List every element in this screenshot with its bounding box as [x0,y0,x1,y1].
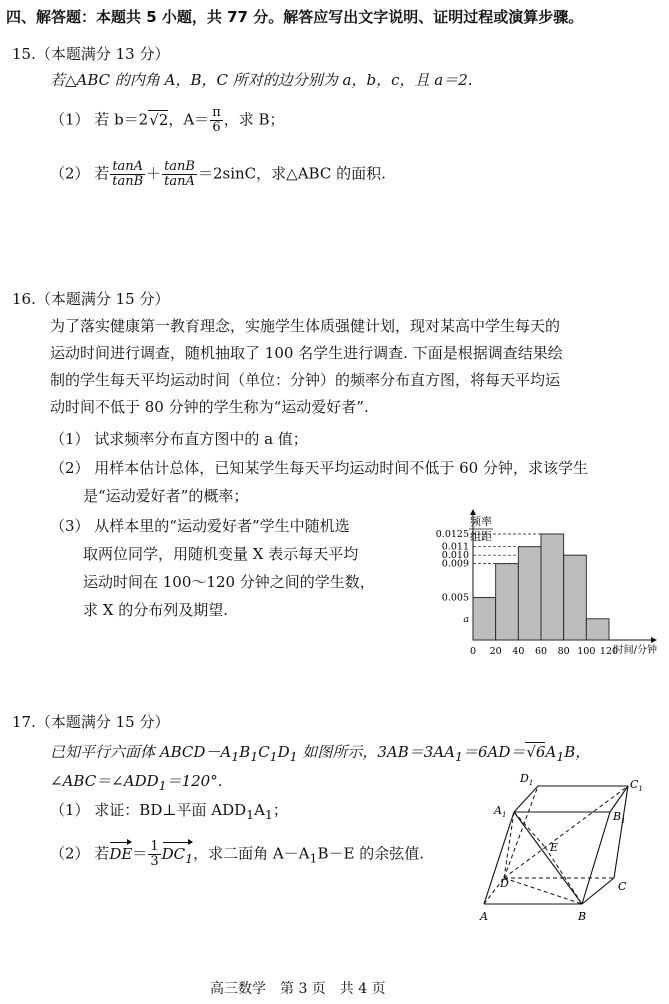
q17-sub: 1 [269,749,278,764]
histogram-y-tick-1: 0.011 [441,541,469,553]
q17-sub: 1 [309,850,318,866]
q17-stem-f: ＝6AD＝ [462,743,526,761]
q15-p1-prefix: （1） 若 b＝2 [50,110,149,129]
q15-p2-plus: ＋ [146,164,162,183]
q17-p1-c: ； [272,801,288,819]
q17-sqrt-value: 6 [535,743,546,761]
q17-p1-a: （1） 求证：BD⊥平面 ADD [50,801,247,819]
q15-score: （本题满分 13 分） [35,45,170,63]
histogram-x-tick-1: 20 [489,646,502,657]
q15-number: 15. [12,45,36,63]
label-d1: $D_1$ [520,772,534,787]
histogram-bar-5 [586,619,609,640]
q17-stem-line-2 [50,771,223,796]
q17-sub: 1 [289,749,298,764]
edge-d-c1 [504,786,628,878]
q17-stem-c: C [258,743,270,761]
edge-b-b1 [582,812,610,904]
edge-a1-e [514,812,545,847]
label-a1: $A_1$ [494,804,507,819]
histogram-bar-2 [518,547,541,640]
label-e: E [550,841,559,854]
histogram-bar-0 [473,598,496,640]
q17-part2 [50,840,424,869]
q15-p1-sqrt: √2 [149,110,169,129]
q15-part2 [50,160,386,189]
q16-score: （本题满分 15 分） [35,290,170,308]
q16-part3-line-2: 取两位同学，用随机变量 X 表示每天平均 [83,545,359,563]
q17-p2-fraction [148,840,160,869]
histogram-bar-4 [564,555,587,640]
q17-sub: 1 [455,749,463,764]
q16-para-line-3: 制的学生每天平均运动时间（单位：分钟）的频率分布直方图，将每天平均运 [50,371,561,389]
edge-a1-d [504,812,514,878]
q17-stem-d: D [277,743,290,761]
q17-sub: 1 [231,749,240,764]
q17-stem-h: B， [564,743,591,761]
histogram-bar-3 [541,534,564,640]
q15-p1-frac-den: 6 [212,120,221,135]
q17-vector-dc1-text: DC [161,844,186,863]
q17-stem2-end: ＝120°. [166,772,223,790]
page-footer: 高三数学 第 3 页 共 4 页 [210,981,386,997]
q17-stem-b: B [239,743,251,761]
label-d: D [500,877,509,890]
q16-header [12,289,169,309]
label-c: C [618,880,627,893]
q17-sub: 1 [158,778,167,793]
label-b: B [578,910,587,923]
edge-b-c [582,878,614,904]
q15-p2-prefix: （2） 若 [50,164,110,183]
q17-p1-b: A [254,801,265,819]
q17-p2-frac-num: 1 [150,839,159,854]
q16-part1: （1） 试求频率分布直方图中的 a 值； [50,430,308,448]
q15-p2-f2-num: tanB [164,159,195,174]
q16-part2-line-1: （2） 用样本估计总体，已知某学生每天平均运动时间不低于 60 分钟，求该学生 [50,459,588,477]
q17-p2-a: （2） 若 [50,844,110,863]
q16-para-line-2: 运动时间进行调查，随机抽取了 100 名学生进行调查. 下面是根据调查结果绘 [50,344,563,362]
q17-sub: 1 [556,749,565,764]
q15-p2-fraction-2 [162,160,197,189]
histogram-bars [473,534,609,640]
edge-a1-b [514,812,582,904]
edge-b1-c1 [610,786,628,812]
q17-p2-eq: ＝ [132,844,148,863]
label-b1: $B_1$ [613,810,626,825]
parallelepiped-figure [470,770,662,930]
q16-part2-line-2: 是“运动爱好者”的概率； [83,487,249,505]
q15-part1 [50,106,285,135]
histogram-x-tick-4: 80 [557,646,570,657]
edge-d-d1 [504,786,538,878]
q17-header [12,712,169,732]
q17-stem-g: A [545,743,557,761]
q17-sub: 1 [246,807,255,822]
edge-c-c1 [614,786,628,878]
edge-e-b [545,847,582,904]
q15-p1-sqrt-value: 2 [158,110,169,129]
histogram-bar-1 [496,564,519,640]
q17-sub: 1 [185,850,194,866]
histogram-y-tick-4: 0.005 [441,592,469,604]
label-a: A [480,910,488,923]
q15-p1-fraction [210,106,223,135]
q15-header [12,44,169,64]
q16-part3-line-4: 求 X 的分布列及期望. [83,601,228,619]
q17-p2-frac-den: 3 [150,854,159,869]
q17-stem-sqrt: √6 [526,743,546,761]
edge-d-b [504,878,582,904]
histogram-x-tick-0: 0 [469,646,477,657]
q15-p2-f1-num: tanA [112,159,144,174]
histogram-ylabel-top: 频率 [470,515,492,528]
q15-p2-f1-den: tanB [112,174,144,189]
q17-stem-line-1 [50,742,590,767]
frequency-histogram [425,505,665,665]
q16-part3-line-1: （3） 从样本里的“运动爱好者”学生中随机选 [50,517,350,535]
q17-sub: 1 [250,749,259,764]
q15-p2-f2-den: tanA [164,174,195,189]
edge-a1-d1 [514,786,538,812]
q17-vector-de: DE [109,844,133,863]
histogram-x-tick-6: 120 [599,646,619,657]
edge-a1-a [484,812,514,904]
q15-p1-mid: ，A＝ [168,110,210,129]
q16-number: 16. [12,290,36,308]
histogram-x-tick-5: 100 [577,646,596,657]
histogram-x-tick-2: 40 [512,646,525,657]
q17-stem-e: 如图所示，3AB＝3AA [297,743,455,761]
q17-p2-c: B－E 的余弦值. [317,844,424,863]
histogram-y-tick-5: a [463,613,469,625]
histogram-x-tick-labels [470,646,618,657]
q17-vector-dc1 [162,844,193,869]
histogram-xlabel: 时间/分钟 [613,645,657,656]
histogram-x-tick-3: 60 [534,646,548,657]
histogram-y-tick-0: 0.0125 [435,528,469,540]
q17-number: 17. [12,713,36,731]
histogram-ylabel-bottom: 组距 [470,530,492,543]
histogram-y-tick-2: 0.010 [441,550,469,562]
q17-p2-b: ，求二面角 A－A [193,844,310,863]
histogram-y-tick-3: 0.009 [441,558,469,570]
q15-p1-frac-num: π [212,105,221,120]
q17-part1 [50,800,288,825]
q15-p2-suffix: ＝2sinC，求△ABC 的面积. [197,164,386,183]
q15-p2-fraction-1 [110,160,145,189]
q17-stem-a: 已知平行六面体 ABCD－A [50,743,232,761]
q16-part3-line-3: 运动时间在 100～120 分钟之间的学生数， [83,573,375,591]
q17-sub: 1 [264,807,273,822]
q16-para-line-1: 为了落实健康第一教育理念，实施学生体质强健计划，现对某高中学生每天的 [50,317,561,335]
label-c1: $C_1$ [630,778,643,793]
section-heading: 四、解答题：本题共 5 小题，共 77 分。解答应写出文字说明、证明过程或演算步骤。 [6,8,584,26]
q15-stem: 若△ABC 的内角 A，B，C 所对的边分别为 a，b，c，且 a＝2. [50,71,473,89]
q17-stem2: ∠ABC＝∠ADD [50,772,159,790]
q16-para-line-4: 动时间不低于 80 分钟的学生称为“运动爱好者”. [50,398,369,416]
histogram-x-axis-arrow [651,637,657,643]
q17-score: （本题满分 15 分） [35,713,170,731]
histogram-y-tick-labels [436,529,470,625]
q15-p1-suffix: ，求 B； [223,110,285,129]
